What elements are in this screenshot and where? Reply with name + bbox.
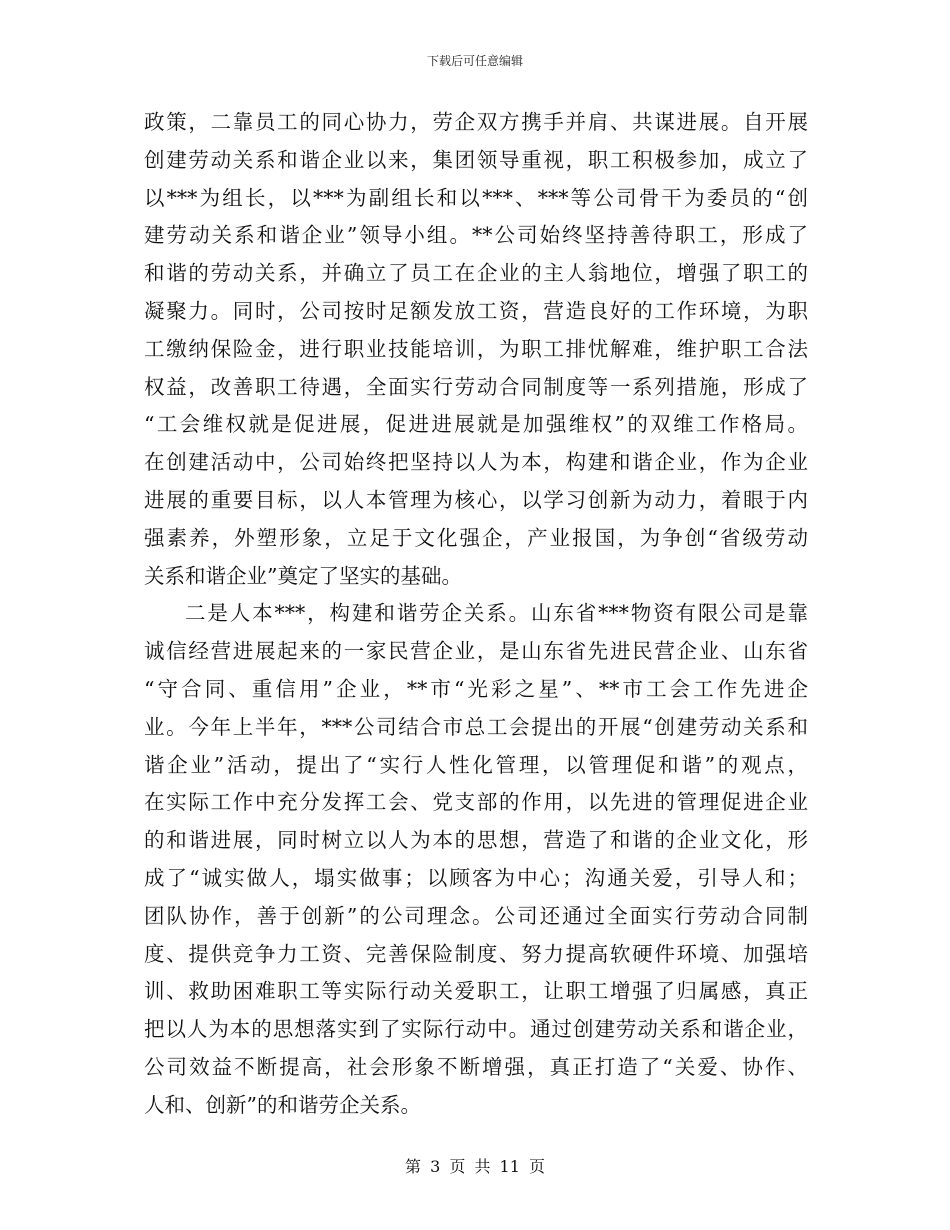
text-line: 成了“诚实做人，塌实做事；以顾客为中心；沟通关爱，引导人和； <box>144 865 808 890</box>
text-line: 的和谐进展，同时树立以人为本的思想，营造了和谐的企业文化，形 <box>144 828 808 853</box>
document-body <box>144 104 808 1125</box>
text-line: 团队协作，善于创新”的公司理念。公司还通过全面实行劳动合同制 <box>144 903 808 928</box>
text-line: 二是人本***，构建和谐劳企关系。山东省***物资有限公司是靠 <box>185 601 808 626</box>
text-line: 公司效益不断提高，社会形象不断增强，真正打造了“关爱、协作、 <box>144 1054 808 1079</box>
text-line: 工缴纳保险金，进行职业技能培训，为职工排忧解难，维护职工合法 <box>144 336 808 361</box>
text-line: 训、救助困难职工等实际行动关爱职工，让职工增强了归属感，真正 <box>144 979 808 1004</box>
text-line: 在创建活动中，公司始终把坚持以人为本，构建和谐企业，作为企业 <box>144 450 808 475</box>
text-line: 凝聚力。同时，公司按时足额发放工资，营造良好的工作环境，为职 <box>144 298 808 323</box>
text-line: “守合同、重信用”企业，**市“光彩之星”、**市工会工作先进企 <box>144 676 808 701</box>
text-line: 创建劳动关系和谐企业以来，集团领导重视，职工积极参加，成立了 <box>144 147 808 172</box>
text-line: 建劳动关系和谐企业”领导小组。**公司始终坚持善待职工，形成了 <box>144 223 808 248</box>
text-line: 进展的重要目标，以人本管理为核心，以学习创新为动力，着眼于内 <box>144 487 808 512</box>
text-line: 权益，改善职工待遇，全面实行劳动合同制度等一系列措施，形成了 <box>144 374 808 399</box>
text-line: 诚信经营进展起来的一家民营企业，是山东省先进民营企业、山东省 <box>144 639 808 664</box>
text-line: 政策，二靠员工的同心协力，劳企双方携手并肩、共谋进展。自开展 <box>144 110 808 134</box>
text-line: 和谐的劳动关系，并确立了员工在企业的主人翁地位，增强了职工的 <box>144 261 808 286</box>
text-line: 把以人为本的思想落实到了实际行动中。通过创建劳动关系和谐企业， <box>144 1017 808 1042</box>
text-line: 度、提供竞争力工资、完善保险制度、努力提高软硬件环境、加强培 <box>144 941 808 966</box>
text-line: 以***为组长，以***为副组长和以***、***等公司骨干为委员的“创 <box>144 185 808 210</box>
text-line: 谐企业”活动，提出了“实行人性化管理，以管理促和谐”的观点， <box>144 752 808 777</box>
paragraph-1 <box>144 104 808 595</box>
text-line: “工会维权就是促进展，促进进展就是加强维权”的双维工作格局。 <box>144 412 808 437</box>
page-header: 下载后可任意编辑 <box>426 54 523 68</box>
text-line: 业。今年上半年，***公司结合市总工会提出的开展“创建劳动关系和 <box>144 714 808 739</box>
paragraph-2 <box>144 595 808 1124</box>
text-line: 在实际工作中充分发挥工会、党支部的作用，以先进的管理促进企业 <box>144 790 808 815</box>
text-line: 强素养，外塑形象，立足于文化强企，产业报国，为争创“省级劳动 <box>144 525 808 550</box>
text-line: 人和、创新”的和谐劳企关系。 <box>144 1092 421 1117</box>
page-number: 第 3 页 共 11 页 <box>405 1157 545 1176</box>
text-line: 关系和谐企业”奠定了坚实的基础。 <box>144 563 462 588</box>
